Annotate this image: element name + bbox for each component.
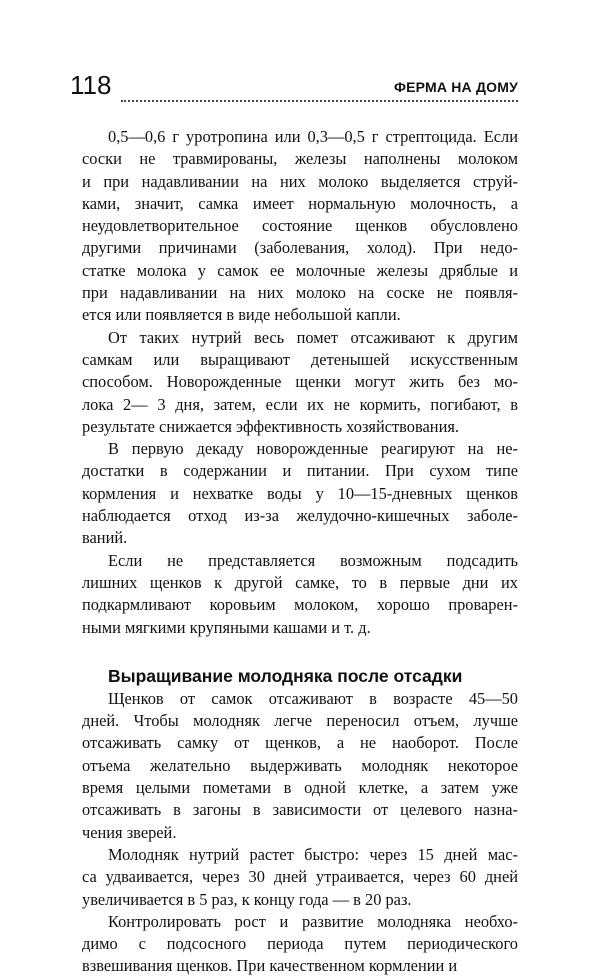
text-line: другими причинами (заболевания, холод). При недо- — [82, 238, 518, 258]
text-line: лишних щенков к другой самке, то в первые дни их — [82, 572, 518, 592]
text-line: и при надавливании на них молоко выделяется струй- — [82, 171, 518, 191]
text-line: 0,5—0,6 г уротропина или 0,3—0,5 г стрептоцида. Если — [108, 127, 518, 146]
text-line: результате снижается эффективность хозяйствования. — [82, 416, 459, 436]
text-line: отсаживать в загоны в зависимости от целевого назна- — [82, 800, 518, 820]
text-line: лока 2— 3 дня, затем, если их не кормить, погибают, в — [82, 394, 518, 414]
text-line: достатки в содержании и питании. При сухом типе — [82, 461, 518, 481]
page-number: 118 — [70, 70, 112, 100]
text-line: подкармливают коровьим молоком, хорошо проварен- — [82, 595, 518, 615]
text-line: са удваивается, через 30 дней утраивается, через 60 дней — [82, 867, 518, 887]
text-line: статке молока у самок ее молочные железы дряблые и — [82, 260, 518, 280]
text-line: взвешивания щенков. При качественном кормлении и — [82, 956, 458, 976]
running-title: ФЕРМА НА ДОМУ — [393, 79, 518, 95]
text-line: время целыми пометами в одной клетке, а затем уже — [82, 778, 518, 798]
text-line: В первую декаду новорожденные реагируют на не- — [108, 439, 518, 459]
text-line: самкам или выращивают детенышей искусственным — [82, 349, 518, 369]
paragraph — [82, 327, 518, 438]
text-line: Если не представляется возможным подсадить — [108, 550, 518, 570]
paragraph — [82, 688, 518, 844]
text-line: при надавливании на них молоко на соске не появля- — [82, 283, 518, 303]
section-heading: Выращивание молодняка после отсадки — [108, 665, 463, 686]
text-line: отсаживать самку от щенков, а не наоборот. После — [82, 733, 518, 753]
text-line: Щенков от самок отсаживают в возрасте 45—50 — [108, 688, 518, 708]
paragraph — [82, 844, 518, 911]
text-line: ными мягкими крупяными кашами и т. д. — [82, 617, 371, 637]
paragraphs-bottom — [82, 688, 518, 978]
text-line: От таких нутрий весь помет отсаживают к другим — [108, 327, 518, 347]
text-line: ками, значит, самка имеет нормальную молочность, а — [82, 193, 518, 213]
paragraph — [82, 550, 518, 639]
text-line: отъема желательно выдерживать молодняк некоторое — [82, 755, 518, 775]
text-line: димо с подсосного периода путем периодического — [82, 934, 518, 954]
text-line: способом. Новорожденные щенки могут жить без мо- — [82, 372, 518, 392]
text-line: неудовлетворительное состояние щенков обусловлено — [82, 216, 518, 236]
header-rule — [121, 100, 518, 102]
text-line: Молодняк нутрий растет быстро: через 15 дней мас- — [108, 844, 518, 864]
paragraph — [82, 911, 518, 978]
text-line: дней. Чтобы молодняк легче переносил отъем, лучше — [82, 711, 518, 731]
text-line: наблюдается отход из-за желудочно-кишечных заболе- — [82, 506, 518, 526]
text-line: увеличивается в 5 раз, к концу года — в 20 раз. — [82, 889, 412, 909]
paragraph — [82, 126, 518, 327]
paragraphs-top — [82, 126, 518, 639]
text-line: кормления и нехватке воды у 10—15-дневных щенков — [82, 483, 518, 503]
text-line: ется или появляется в виде небольшой капли. — [82, 305, 401, 325]
body-text — [82, 126, 518, 978]
text-line: ваний. — [82, 528, 128, 548]
text-line: Контролировать рост и развитие молодняка необхо- — [108, 911, 518, 931]
text-line: соски не травмированы, железы наполнены молоком — [82, 149, 518, 169]
paragraph — [82, 438, 518, 549]
text-line: чения зверей. — [82, 822, 177, 842]
